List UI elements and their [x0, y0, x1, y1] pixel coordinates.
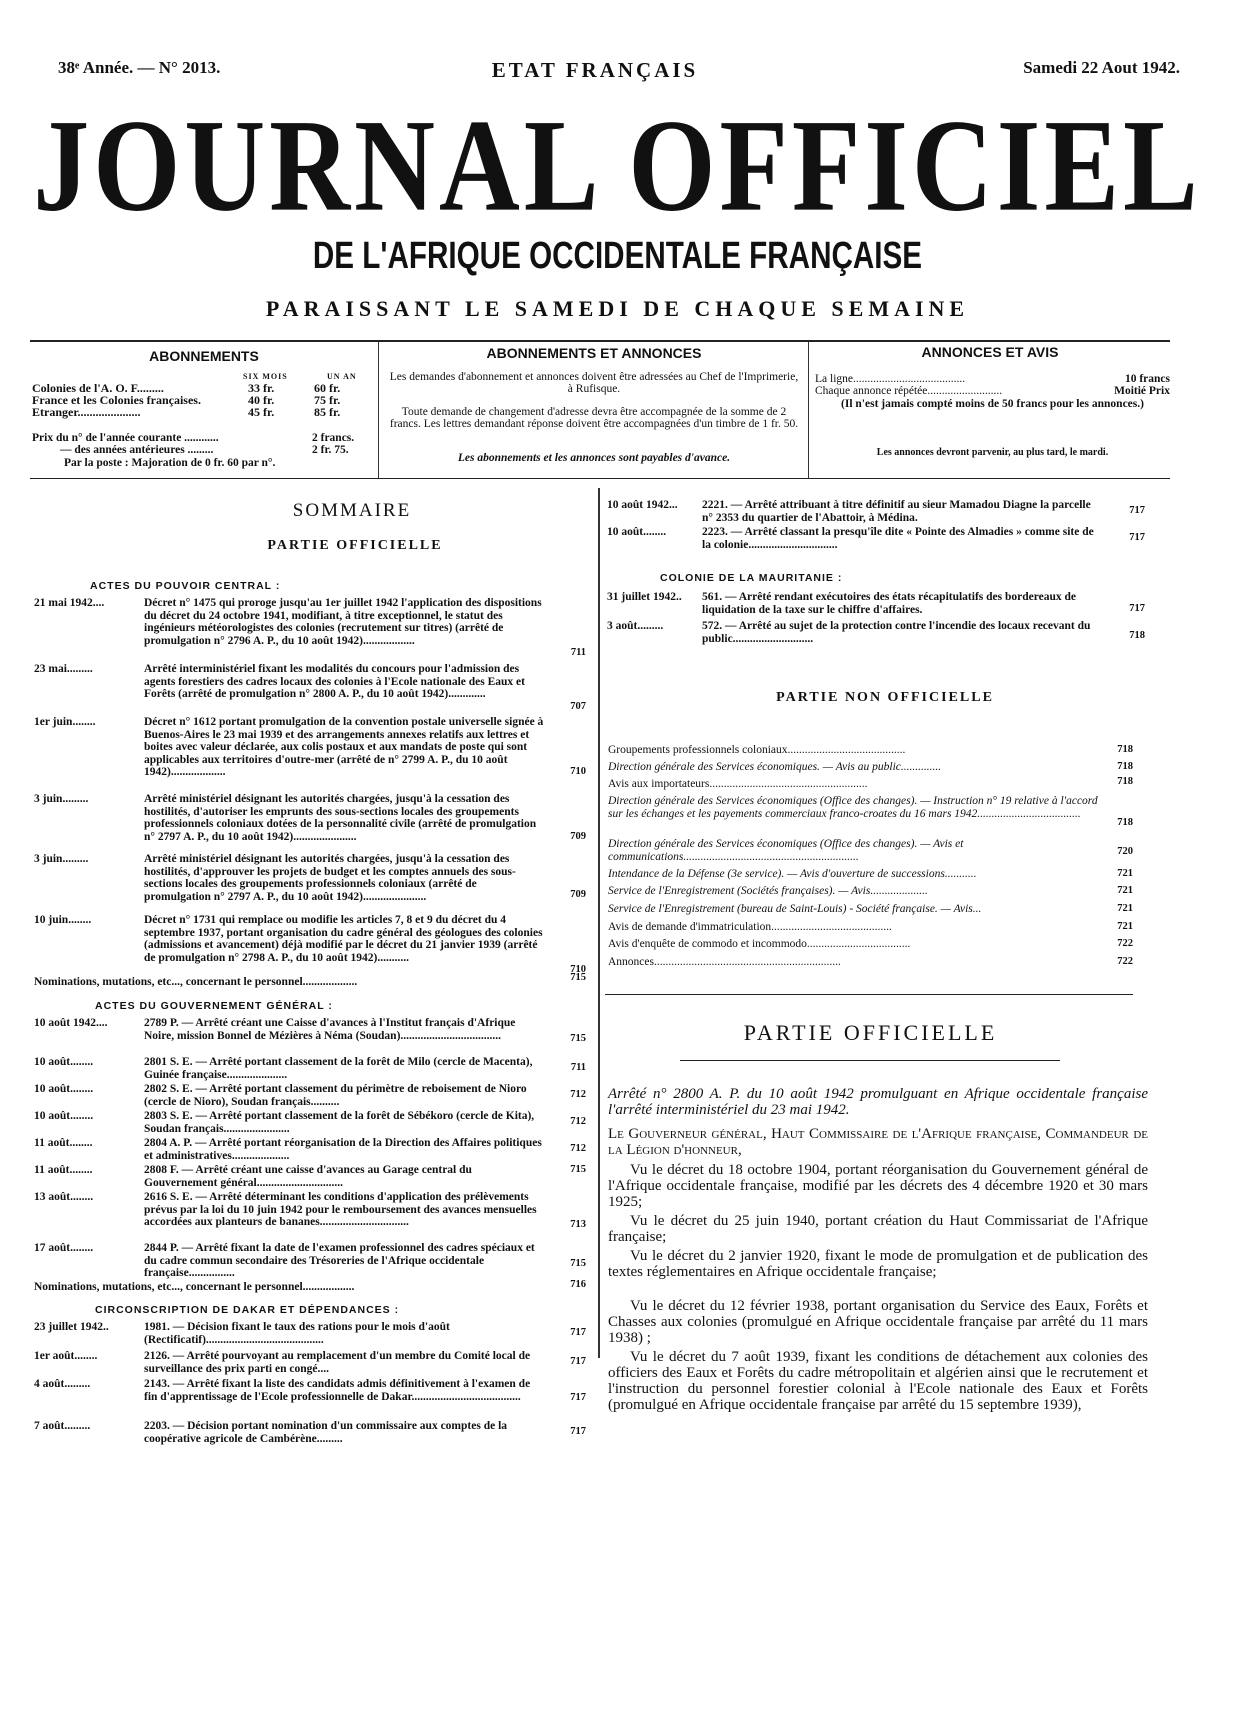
entry-date: 4 août.........	[34, 1378, 91, 1390]
entry-text: 2789 P. — Arrêté créant une Caisse d'avances à l'Institut français d'Afrique Noire, mission Bonnel de Mézières à Néma (Soudan)...................................	[144, 1017, 516, 1042]
list-item	[34, 1420, 589, 1446]
list-item	[34, 1083, 589, 1109]
list-item	[34, 914, 589, 976]
entry-date: 3 juin.........	[34, 793, 89, 805]
list-item	[607, 620, 1147, 646]
issue-date: Samedi 22 Aout 1942.	[1023, 58, 1180, 77]
entry-page: 722	[1117, 938, 1133, 949]
entry-text: Service de l'Enregistrement (Sociétés françaises). — Avis....................	[608, 885, 928, 897]
entry-text: 2616 S. E. — Arrêté déterminant les conditions d'application des prélèvements prévus par la loi du 10 juin 1942 pour le remboursement des avances mensuelles accordées aux planteurs de bananes...............................	[144, 1191, 537, 1228]
entry-date: 10 août........	[34, 1083, 94, 1095]
list-item	[608, 744, 1133, 757]
entry-page: 718	[1117, 817, 1133, 828]
entry-text: Service de l'Enregistrement (bureau de Saint-Louis) - Société française. — Avis...	[608, 903, 982, 915]
list-item	[34, 1164, 589, 1190]
mid-box-text-3: Les abonnements et les annonces sont payables d'avance.	[457, 452, 731, 464]
entry-date: 3 juin.........	[34, 853, 89, 865]
masthead-subtitle: DE L'AFRIQUE OCCIDENTALE FRANÇAISE	[312, 235, 923, 277]
entry-text: 2221. — Arrêté attribuant à titre définitif au sieur Mamadou Diagne la parcelle n° 2353 du quartier de l'Abattoir, à Médina.	[702, 499, 1091, 524]
entry-text: 2801 S. E. — Arrêté portant classement de la forêt de Milo (cercle de Macenta), Guinée française.....................	[144, 1056, 533, 1081]
entry-text: 561. — Arrêté rendant exécutoires des états récapitulatifs des bordereaux de liquidation de la taxe sur le chiffre d'affaires.	[702, 591, 1077, 616]
minimum-note: (Il n'est jamais compté moins de 50 francs pour les annonces.)	[841, 398, 1144, 410]
entry-text: Décret n° 1731 qui remplace ou modifie les articles 7, 8 et 9 du décret du 4 septembre 1937, portant organisation du cadre général des géologues des colonies (admissions et avancement) déjà modifié par le décret du 21 janvier 1939 (arrêté de promulgation n° 2798 A. P., du 10 août 1942)...........	[144, 914, 543, 964]
entry-text: 2808 F. — Arrêté créant une caisse d'avances au Garage central du Gouvernement général..............................	[144, 1164, 472, 1189]
column-divider	[598, 488, 600, 1358]
mid-box-title: ABONNEMENTS ET ANNONCES	[486, 345, 702, 361]
entry-date: 23 juillet 1942..	[34, 1321, 109, 1333]
list-item	[34, 972, 589, 990]
list-item	[34, 1017, 589, 1055]
list-item	[607, 499, 1147, 525]
sub-label: Etranger.....................	[32, 405, 141, 419]
entry-page: 718	[1117, 776, 1133, 787]
governor-line: Le Gouverneur général, Haut Commissaire de l'Afrique française, Commandeur de la Légion d'honneur,	[608, 1126, 1148, 1158]
vu-paragraph: Vu le décret du 12 février 1938, portant organisation du Service des Eaux, Forêts et Chasses aux colonies (promulgué en Afrique occidentale française par arrêté du 11 mars 1938) ;	[608, 1298, 1148, 1346]
entry-page: 717	[570, 1327, 586, 1338]
entry-date: 10 juin........	[34, 914, 92, 926]
list-item	[34, 1191, 589, 1241]
entry-page: 717	[570, 1426, 586, 1437]
entry-text: Décret n° 1612 portant promulgation de la convention postale universelle signée à Buenos-Aires le 23 mai 1939 et des arrangements annexes relatifs aux lettres et boites avec valeur déclarée, aux colis postaux et aux mandats de poste qui sont applicables aux territoires d'outre-mer (arrêté de n° 2799 A. P., du 10 août 1942)...................	[144, 716, 544, 778]
entry-date: 10 août 1942....	[34, 1017, 108, 1029]
entry-date: 10 août........	[34, 1110, 94, 1122]
entry-text: Direction générale des Services économiques (Office des changes). — Avis et communications.............................................................	[608, 838, 964, 863]
vu-paragraph: Vu le décret du 18 octobre 1904, portant réorganisation du Gouvernement général de l'Afrique occidentale française, modifié par les décrets des 4 décembre 1920 et 30 mars 1925;	[608, 1162, 1148, 1210]
entry-text: 572. — Arrêté au sujet de la protection contre l'incendie des locaux recevant du public............................	[702, 620, 1091, 645]
subscription-row	[30, 406, 370, 418]
year-issue: 38ᵉ Année. — N° 2013.	[58, 58, 221, 77]
list-item	[608, 921, 1133, 934]
entry-page: 721	[1117, 885, 1133, 896]
sub-year: 60 fr.	[314, 381, 341, 395]
entry-date: 7 août.........	[34, 1420, 91, 1432]
entry-text: Arrêté interministériel fixant les modalités du concours pour l'admission des agents forestiers des cadres locaux des colonies à l'Ecole nationale des Eaux et Forêts (arrêté de promulgation n° 2800 A. P., du 10 août 1942).............	[144, 663, 525, 700]
entry-page: 720	[1117, 846, 1133, 857]
entry-text: Groupements professionnels coloniaux.........................................	[608, 744, 906, 756]
entry-page: 717	[570, 1392, 586, 1403]
list-item	[34, 1110, 589, 1136]
entry-date: 10 août........	[607, 526, 667, 538]
entry-date: 31 juillet 1942..	[607, 591, 682, 603]
sub-year: 75 fr.	[314, 393, 341, 407]
box-divider-1	[378, 342, 379, 478]
sommaire-title: SOMMAIRE	[292, 500, 412, 521]
mid-box-text-1: Les demandes d'abonnement et annonces doivent être adressées au Chef de l'Imprimerie, à Rufisque.	[389, 371, 799, 395]
publication-frequency: PARAISSANT LE SAMEDI DE CHAQUE SEMAINE	[265, 296, 970, 321]
list-item	[607, 526, 1147, 552]
entry-page: 721	[1117, 921, 1133, 932]
list-item	[34, 793, 589, 853]
entry-text: Avis aux importateurs.......................................................	[608, 778, 868, 790]
list-item	[608, 868, 1133, 881]
section-mauritanie: COLONIE DE LA MAURITANIE :	[660, 572, 843, 584]
vu-paragraph: Vu le décret du 2 janvier 1920, fixant le mode de promulgation et de publication des textes réglementaires en Afrique occidentale française;	[608, 1248, 1148, 1280]
entry-text: 2803 S. E. — Arrêté portant classement de la forêt de Sébékoro (cercle de Kita), Soudan français.......................	[144, 1110, 535, 1135]
entry-text: 2203. — Décision portant nomination d'un commissaire aux comptes de la coopérative agricole de Cambérène.........	[144, 1420, 508, 1445]
per-line-label: La ligne.......................................	[815, 373, 966, 385]
list-item	[34, 1378, 589, 1418]
partie-officielle-heading: PARTIE OFFICIELLE	[267, 538, 443, 553]
right-box-title: ANNONCES ET AVIS	[921, 344, 1059, 360]
entry-text: 2804 A. P. — Arrêté portant réorganisation de la Direction des Affaires politiques et administratives....................	[144, 1137, 542, 1162]
repeat-label: Chaque annonce répétée..........................	[815, 385, 1003, 397]
list-item	[608, 956, 1133, 969]
entry-page: 718	[1117, 744, 1133, 755]
entry-page: 713	[570, 1219, 586, 1230]
entry-text: Nominations, mutations, etc..., concernant le personnel..................	[34, 1281, 355, 1293]
entry-page: 721	[1117, 903, 1133, 914]
sub-six: 33 fr.	[248, 381, 275, 395]
entry-page: 716	[570, 1279, 586, 1290]
list-item	[608, 885, 1133, 898]
entry-date: 1er août........	[34, 1350, 98, 1362]
sub-year: 85 fr.	[314, 405, 341, 419]
postal-surcharge: Par la poste : Majoration de 0 fr. 60 par n°.	[64, 457, 276, 469]
deadline-note: Les annonces devront parvenir, au plus tard, le mardi.	[876, 447, 1109, 458]
list-item	[34, 1350, 589, 1376]
entry-text: Arrêté ministériel désignant les autorités chargées, jusqu'à la cessation des hostilités, d'approuver les projets de budget et les comptes annuels des sous-sections locales des groupements professionnels coloniaux (arrêté de promulgation n° 2797 A. P., du 10 août 1942)......................	[144, 853, 516, 903]
price-current: 2 francs.	[312, 432, 355, 444]
partie-non-officielle-heading: PARTIE NON OFFICIELLE	[776, 690, 994, 705]
list-item	[34, 663, 589, 713]
entry-text: 2143. — Arrêté fixant la liste des candidats admis définitivement à l'examen de fin d'apprentissage de l'Ecole professionnelle de Dakar......................................	[144, 1378, 531, 1403]
entry-page: 712	[570, 1089, 586, 1100]
subscriptions-title: ABONNEMENTS	[149, 348, 259, 364]
sub-label: Colonies de l'A. O. F.........	[32, 381, 164, 395]
entry-page: 718	[1117, 761, 1133, 772]
entry-page: 717	[1129, 603, 1145, 614]
box-divider-2	[808, 342, 809, 478]
list-item	[34, 1242, 589, 1280]
entry-date: 23 mai.........	[34, 663, 93, 675]
list-item	[34, 853, 589, 913]
repeat-price: Moitié Prix	[1114, 385, 1170, 397]
entry-page: 721	[1117, 868, 1133, 879]
partie-officielle-title: PARTIE OFFICIELLE	[743, 1020, 998, 1045]
entry-page: 718	[1129, 630, 1145, 641]
masthead-title: JOURNAL OFFICIEL	[33, 92, 1202, 240]
entry-page: 717	[570, 1356, 586, 1367]
vu-paragraph: Vu le décret du 7 août 1939, fixant les conditions de détachement aux colonies des officiers des Eaux et Forêts du cadre métropolitain et algérien ainsi que le recrutement et l'instruction du personnel forestier colonial à l'Ecole nationale des Eaux et Forêts (promulgué en Afrique occidentale française par arrêté du 15 septembre 1939),	[608, 1349, 1148, 1413]
list-item	[34, 1056, 589, 1082]
entry-page: 717	[1129, 532, 1145, 543]
entry-date: 10 août 1942...	[607, 499, 678, 511]
col-one-year: UN AN	[327, 372, 357, 381]
entry-text: 2844 P. — Arrêté fixant la date de l'examen professionnel des cadres spéciaux et du cadre commun secondaire des Trésoreries de l'Afrique occidentale française................	[144, 1242, 535, 1279]
entry-text: 1981. — Décision fixant le taux des rations pour le mois d'août (Rectificatif).........................................	[144, 1321, 450, 1346]
etat-francais: ETAT FRANÇAIS	[491, 58, 699, 82]
entry-text: Direction générale des Services économiques (Office des changes). — Instruction n° 19 relative à l'accord sur les échanges et les payements commerciaux franco-croates du 16 mars 1942....................................	[608, 795, 1098, 820]
arrete-title: Arrêté n° 2800 A. P. du 10 août 1942 promulguant en Afrique occidentale française l'arrêté interministériel du 23 mai 1942.	[608, 1086, 1148, 1118]
entry-date: 17 août........	[34, 1242, 94, 1254]
price-past-label: — des années antérieures .........	[60, 444, 214, 456]
entry-date: 11 août........	[34, 1137, 93, 1149]
list-item	[34, 716, 589, 792]
entry-text: 2802 S. E. — Arrêté portant classement du périmètre de reboisement de Nioro (cercle de Nioro), Soudan français..........	[144, 1083, 527, 1108]
sub-six: 45 fr.	[248, 405, 275, 419]
list-item	[608, 838, 1133, 863]
col-six-months: SIX MOIS	[243, 372, 288, 381]
list-item	[608, 938, 1133, 951]
entry-text: Nominations, mutations, etc..., concernant le personnel...................	[34, 976, 358, 988]
entry-text: Arrêté ministériel désignant les autorités chargées, jusqu'à la cessation des hostilités, d'autoriser les emprunts des sous-sections locales des groupements professionnels coloniaux dotées de la personnalité civile (arrêté de promulgation n° 2797 A. P., du 10 août 1942)......................	[144, 793, 537, 843]
entry-page: 711	[570, 1062, 586, 1073]
sub-label: France et les Colonies françaises.	[32, 393, 201, 407]
entry-page: 710	[570, 964, 586, 975]
vu-paragraph: Vu le décret du 25 juin 1940, portant création du Haut Commissariat de l'Afrique française;	[608, 1213, 1148, 1245]
entry-date: 13 août........	[34, 1191, 94, 1203]
entry-page: 722	[1117, 956, 1133, 967]
entry-page: 709	[570, 889, 586, 900]
price-past: 2 fr. 75.	[312, 444, 349, 456]
per-line-price: 10 francs	[1124, 373, 1170, 385]
entry-page: 707	[570, 701, 586, 712]
price-current-label: Prix du n° de l'année courante ............	[32, 432, 219, 444]
entry-page: 711	[570, 647, 586, 658]
list-item	[608, 761, 1133, 774]
subscription-table	[30, 382, 370, 418]
list-item	[608, 778, 1133, 791]
entry-page: 712	[570, 1143, 586, 1154]
entry-date: 10 août........	[34, 1056, 94, 1068]
section-rule	[605, 994, 1133, 995]
list-item	[34, 597, 589, 661]
entry-date: 1er juin........	[34, 716, 96, 728]
entry-text: 2126. — Arrêté pourvoyant au remplacement d'un membre du Comité local de surveillance des prix parti en congé....	[144, 1350, 531, 1375]
entry-text: Intendance de la Défense (3e service). — Avis d'ouverture de successions...........	[608, 868, 977, 880]
list-item	[608, 795, 1133, 828]
entry-text: Avis de demande d'immatriculation..........................................	[608, 921, 892, 933]
list-item	[34, 1137, 589, 1163]
entry-text: Avis d'enquête de commodo et incommodo....................................	[608, 938, 911, 950]
entry-page: 715	[570, 1258, 586, 1269]
entry-date: 11 août........	[34, 1164, 93, 1176]
entry-page: 717	[1129, 505, 1145, 516]
entry-text: Décret n° 1475 qui proroge jusqu'au 1er juillet 1942 l'application des dispositions du décret du 24 octobre 1941, modifiant, à titre exceptionnel, le statut des ingénieurs météorologistes des colonies (recrutement sur titres) (arrêté de promulgation n° 2796 A. P., du 10 août 1942)..................	[144, 597, 542, 647]
entry-text: Annonces.................................................................	[608, 956, 841, 968]
entry-page: 715	[570, 972, 586, 983]
box-bottom-rule	[30, 478, 1170, 479]
list-item	[607, 591, 1147, 617]
entry-page: 715	[570, 1164, 586, 1175]
entry-text: Direction générale des Services économiques. — Avis au public..............	[608, 761, 942, 773]
list-item	[608, 903, 1133, 916]
box-top-rule	[30, 340, 1170, 342]
entry-date: 21 mai 1942....	[34, 597, 105, 609]
entry-page: 712	[570, 1116, 586, 1127]
section-gouvernement-general: ACTES DU GOUVERNEMENT GÉNÉRAL :	[95, 1000, 333, 1012]
mid-box-text-2: Toute demande de changement d'adresse devra être accompagnée de la somme de 2 francs. Les lettres demandant réponse doivent être accompagnées d'un timbre de 1 fr. 50.	[389, 406, 799, 430]
list-item	[34, 1321, 589, 1347]
entry-text: 2223. — Arrêté classant la presqu'île dite « Pointe des Almadies » comme site de la colonie...............................	[702, 526, 1094, 551]
entry-page: 709	[570, 831, 586, 842]
list-item	[34, 1281, 589, 1295]
section-pouvoir-central: ACTES DU POUVOIR CENTRAL :	[90, 580, 281, 592]
entry-page: 710	[570, 766, 586, 777]
section-dakar: CIRCONSCRIPTION DE DAKAR ET DÉPENDANCES :	[95, 1304, 400, 1316]
entry-date: 3 août.........	[607, 620, 664, 632]
entry-page: 715	[570, 1033, 586, 1044]
title-rule	[680, 1060, 1060, 1061]
sub-six: 40 fr.	[248, 393, 275, 407]
